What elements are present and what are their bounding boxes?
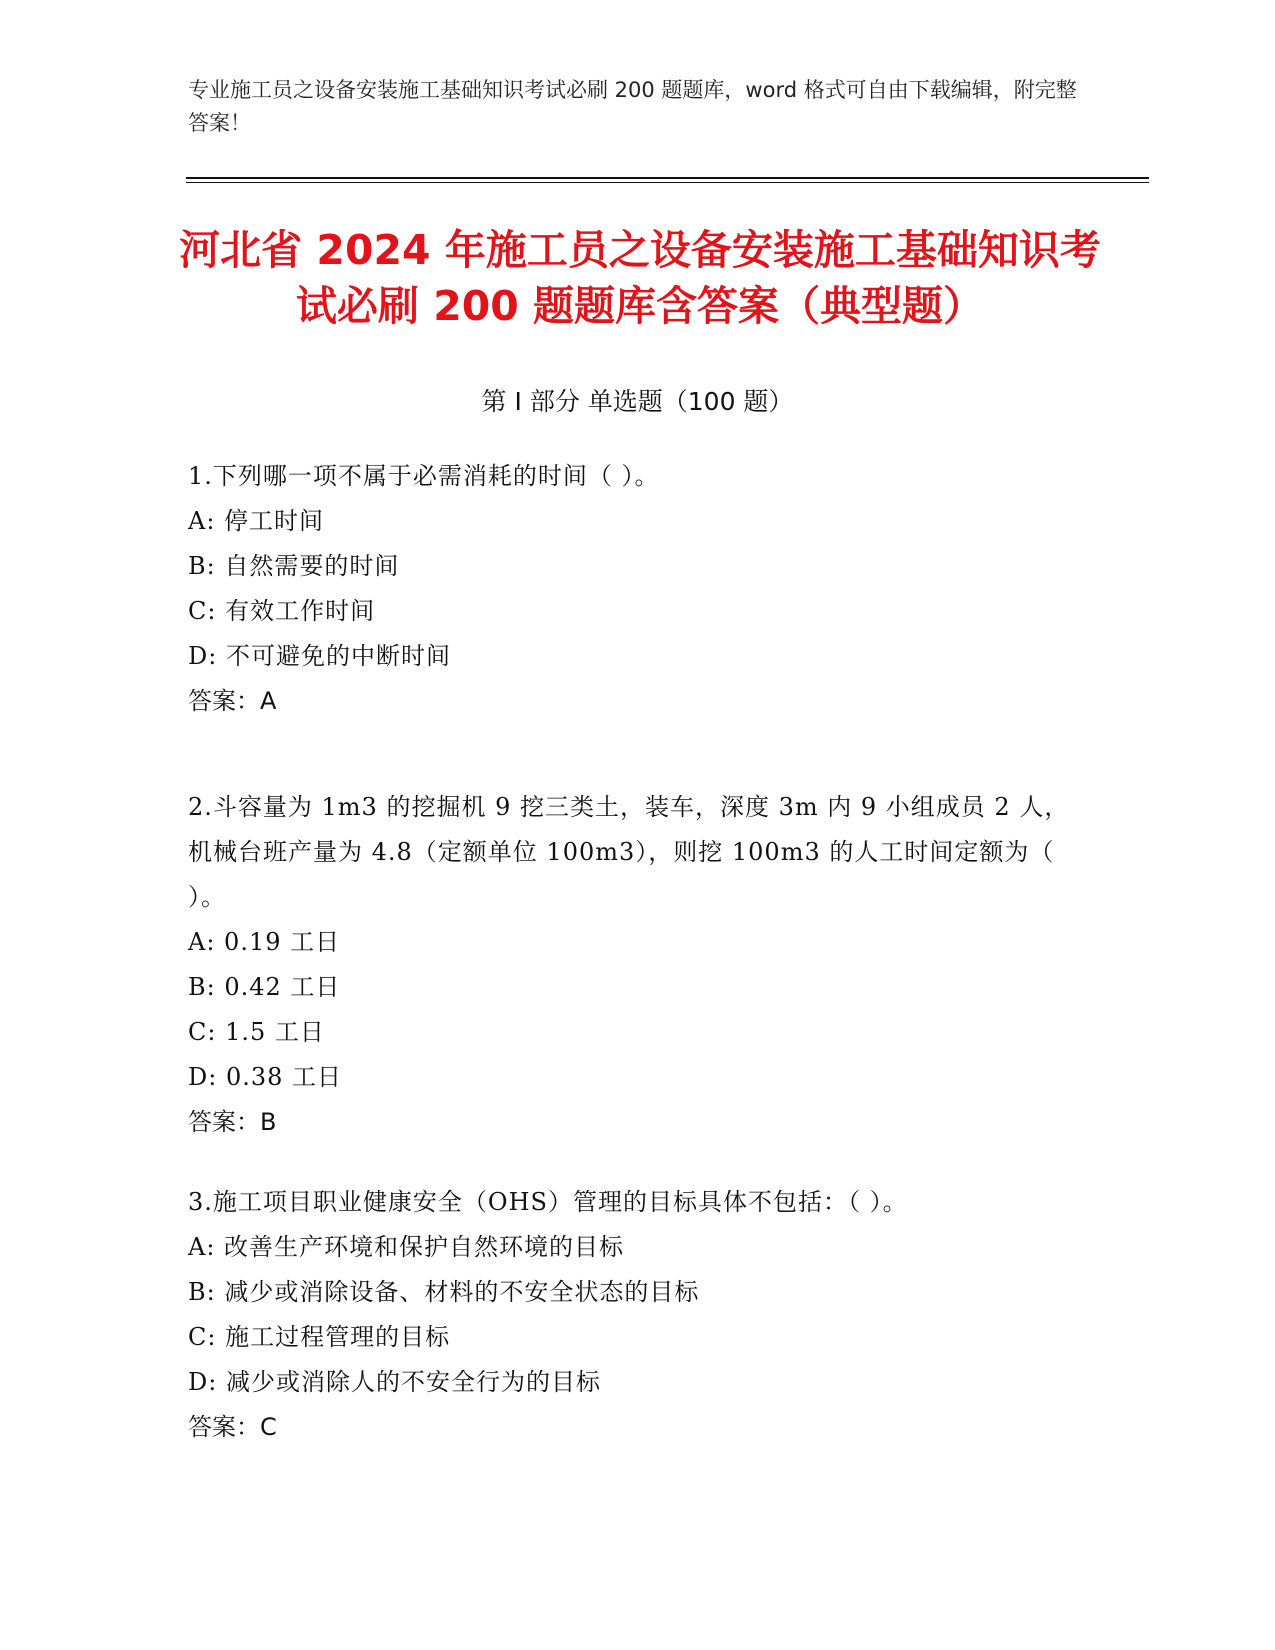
option-b: B: 0.42 工日 bbox=[188, 973, 341, 1001]
option-d: D: 减少或消除人的不安全行为的目标 bbox=[188, 1368, 601, 1396]
option-b: B: 减少或消除设备、材料的不安全状态的目标 bbox=[188, 1278, 700, 1306]
option-d: D: 不可避免的中断时间 bbox=[188, 642, 451, 670]
option-c: C: 有效工作时间 bbox=[188, 597, 376, 625]
question-stem: 1.下列哪一项不属于必需消耗的时间（ ）。 bbox=[188, 462, 660, 490]
answer: 答案：A bbox=[188, 687, 277, 715]
option-a: A: 改善生产环境和保护自然环境的目标 bbox=[188, 1233, 625, 1261]
option-b: B: 自然需要的时间 bbox=[188, 552, 400, 580]
document-title: 河北省 2024 年施工员之设备安装施工基础知识考试必刷 200 题题库含答案（典型题） bbox=[179, 226, 1101, 330]
question-stem: 2.斗容量为 1m3 的挖掘机 9 挖三类土，装车，深度 3m 内 9 小组成员 2 人，机械台班产量为 4.8（定额单位 100m3），则挖 100m3 的人工时间定额为（ ）。 bbox=[188, 793, 1070, 911]
option-a: A: 停工时间 bbox=[188, 507, 325, 535]
header-note: 专业施工员之设备安装施工基础知识考试必刷 200 题题库，word 格式可自由下载编辑，附完整答案！ bbox=[188, 78, 1077, 135]
option-a: A: 0.19 工日 bbox=[188, 928, 341, 956]
question-2 bbox=[188, 785, 1078, 1145]
section-title: 第 I 部分 单选题（100 题） bbox=[481, 387, 794, 416]
question-3 bbox=[188, 1180, 1078, 1450]
answer: 答案：C bbox=[188, 1413, 277, 1441]
question-stem: 3.施工项目职业健康安全（OHS）管理的目标具体不包括：（ ）。 bbox=[188, 1188, 908, 1216]
option-c: C: 1.5 工日 bbox=[188, 1018, 325, 1046]
header-divider-thin bbox=[186, 182, 1149, 183]
header-divider-thick bbox=[186, 177, 1149, 179]
option-c: C: 施工过程管理的目标 bbox=[188, 1323, 451, 1351]
option-d: D: 0.38 工日 bbox=[188, 1063, 343, 1091]
question-1 bbox=[188, 454, 1078, 724]
answer: 答案：B bbox=[188, 1108, 277, 1136]
